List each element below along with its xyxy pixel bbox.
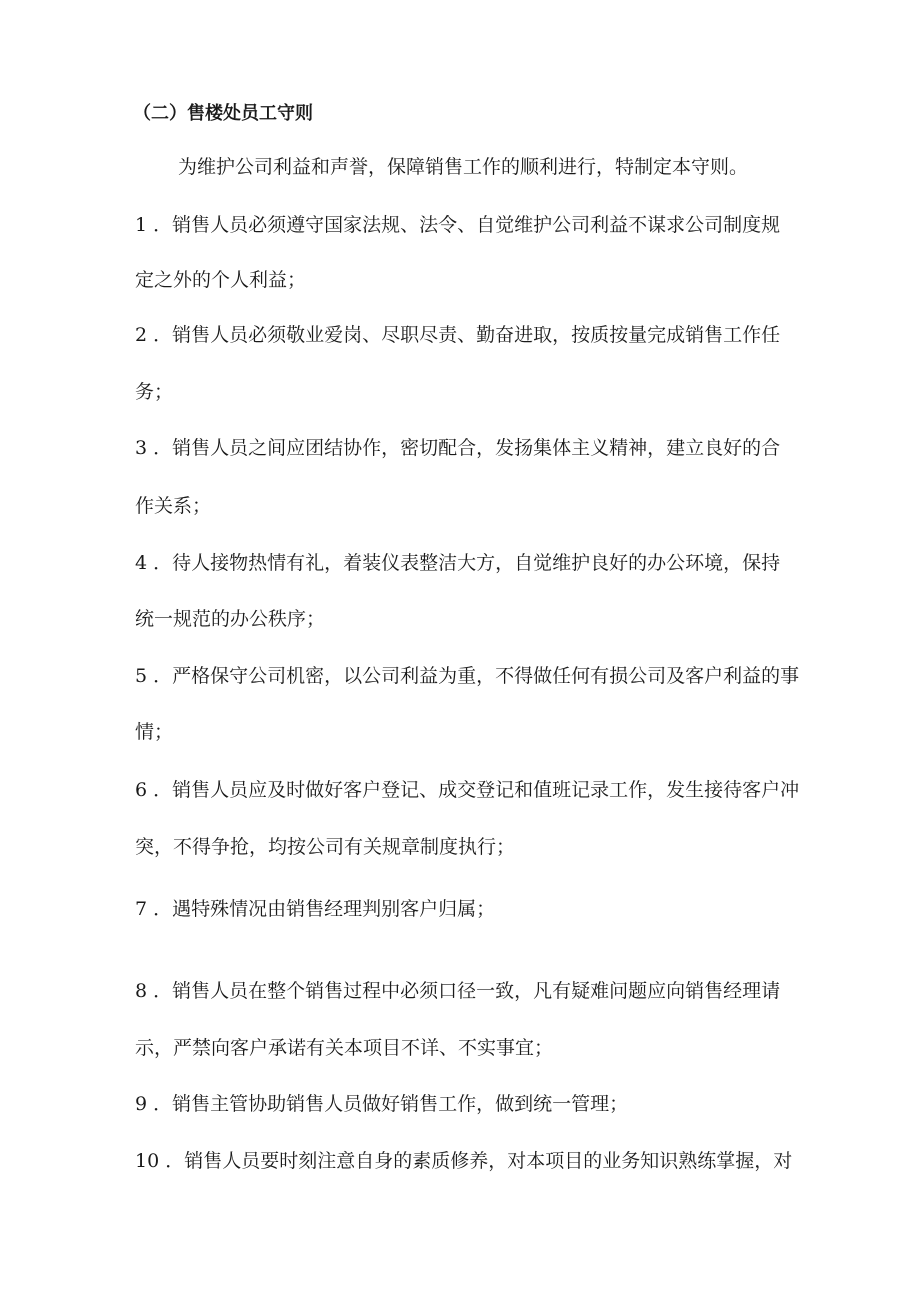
rule-5-line-1: [135, 664, 799, 688]
rule-5-line-2: 情；: [135, 721, 174, 743]
rule-text: ．销售人员之间应团结协作，密切配合，发扬集体主义精神，建立良好的合: [153, 437, 781, 459]
rule-7-line-1: [135, 897, 495, 921]
rule-text: ．遇特殊情况由销售经理判别客户归属；: [153, 898, 496, 920]
rule-number: 10: [135, 1150, 160, 1172]
rule-text: ．销售人员在整个销售过程中必须口径一致，凡有疑难问题应向销售经理请: [153, 980, 781, 1002]
rule-4-line-1: [135, 551, 780, 575]
rule-8-line-1: [135, 979, 780, 1003]
rule-text: ．待人接物热情有礼，着装仪表整洁大方，自觉维护良好的办公环境，保持: [153, 552, 781, 574]
document-title: （二）售楼处员工守则: [133, 103, 313, 124]
rule-number: 8: [135, 980, 148, 1002]
rule-number: 6: [135, 779, 148, 801]
rule-text: ．销售主管协助销售人员做好销售工作，做到统一管理；: [153, 1093, 629, 1115]
rule-6-line-1: [135, 778, 799, 802]
rule-number: 3: [135, 437, 148, 459]
rule-3-line-1: [135, 436, 780, 460]
rule-text: ．销售人员要时刻注意自身的素质修养，对本项目的业务知识熟练掌握，对: [165, 1150, 793, 1172]
rule-9-line-1: [135, 1092, 628, 1116]
rule-8-line-2: 示，严禁向客户承诺有关本项目不详、不实事宜；: [135, 1037, 554, 1059]
rule-number: 4: [135, 552, 148, 574]
rule-1-line-1: [135, 213, 780, 237]
rule-number: 7: [135, 898, 148, 920]
rule-text: ．销售人员必须敬业爱岗、尽职尽责、勤奋进取，按质按量完成销售工作任: [153, 324, 781, 346]
rule-number: 2: [135, 324, 148, 346]
rule-number: 5: [135, 665, 148, 687]
rule-3-line-2: 作关系；: [135, 495, 212, 517]
rule-10-line-1: [135, 1149, 792, 1173]
rule-6-line-2: 突，不得争抢，均按公司有关规章制度执行；: [135, 836, 516, 858]
rule-number: 1: [135, 214, 148, 236]
rule-text: ．严格保守公司机密，以公司利益为重，不得做任何有损公司及客户利益的事: [153, 665, 800, 687]
rule-1-line-2: 定之外的个人利益；: [135, 269, 307, 291]
rule-text: ．销售人员必须遵守国家法规、法令、自觉维护公司利益不谋求公司制度规: [153, 214, 781, 236]
rule-text: ．销售人员应及时做好客户登记、成交登记和值班记录工作，发生接待客户冲: [153, 779, 800, 801]
rule-4-line-2: 统一规范的办公秩序；: [135, 608, 326, 630]
rule-2-line-1: [135, 323, 780, 347]
rule-2-line-2: 务；: [135, 381, 174, 403]
intro-paragraph: 为维护公司利益和声誉，保障销售工作的顺利进行，特制定本守则。: [178, 156, 749, 178]
rule-number: 9: [135, 1093, 148, 1115]
